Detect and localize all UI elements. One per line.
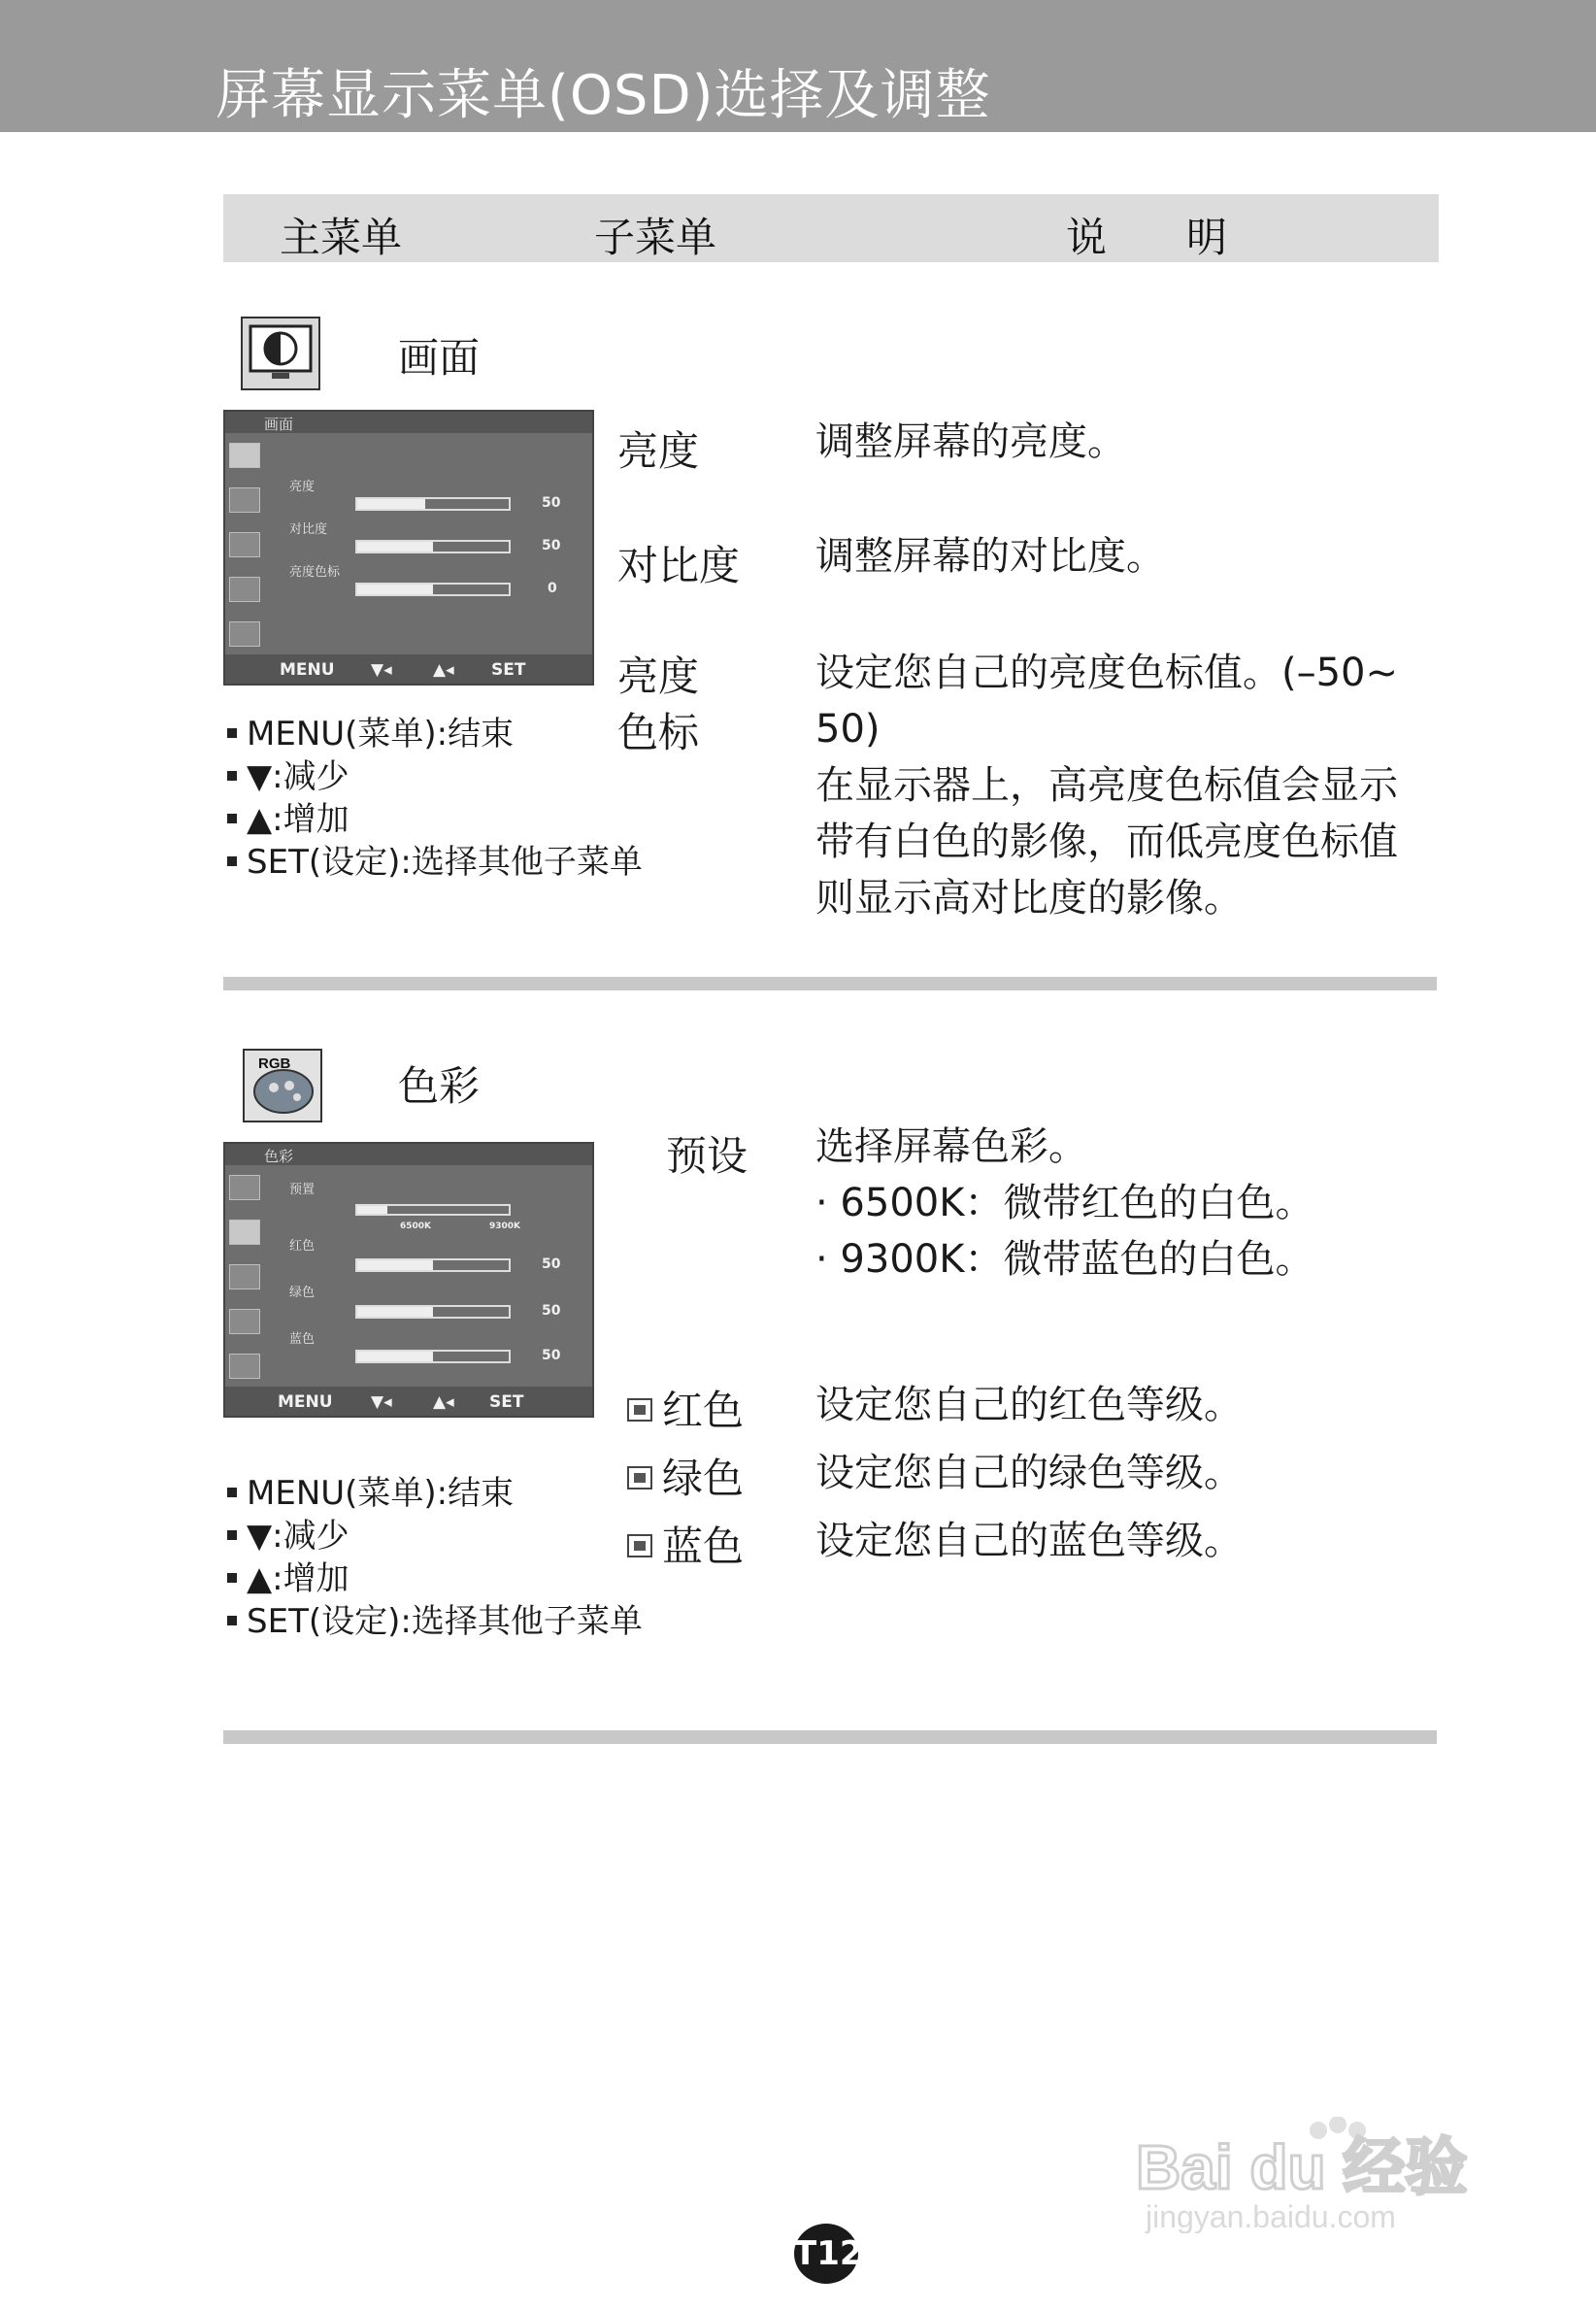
osd-set-key: SET [489, 1392, 524, 1412]
osd-tab-color-icon [229, 487, 260, 513]
item-brightness-desc: 调整屏幕的亮度。 [815, 419, 1126, 464]
picture-legend [227, 713, 643, 884]
item-blue-desc: 设定您自己的蓝色等级。 [815, 1519, 1243, 1563]
osd-row-label: 亮度色标 [289, 565, 341, 580]
column-desc-2: 明 [1186, 214, 1228, 261]
osd-tab-gear-icon [229, 621, 260, 647]
item-brightness-name: 亮度 [617, 427, 700, 475]
osd-down-key-icon: ▼◂ [371, 1392, 392, 1412]
osd-row-value: 50 [542, 538, 561, 553]
baidu-watermark-logo [1136, 2117, 1514, 2233]
column-main-menu: 主菜单 [280, 214, 403, 261]
osd-menu-key: MENU [280, 660, 335, 680]
item-red-name: 红色 [627, 1379, 744, 1437]
picture-section-icon [241, 317, 320, 390]
osd-row-value: 50 [542, 1303, 561, 1319]
item-contrast-desc: 调整屏幕的对比度。 [815, 534, 1165, 579]
color-section-title: 色彩 [398, 1062, 481, 1110]
osd-row-label: 红色 [289, 1239, 316, 1254]
osd-slider-contrast [355, 540, 511, 553]
osd-down-key-icon: ▼◂ [371, 660, 392, 680]
osd-title: 画面 [264, 416, 294, 433]
legend-item: MENU(菜单):结束 [227, 713, 643, 755]
red-square-icon [627, 1398, 652, 1422]
osd-row-value: 50 [542, 1348, 561, 1363]
item-black-level-desc: 设定您自己的亮度色标值。(–50~ 50) 在显示器上，高亮度色标值会显示 带有白色的影像，而低亮度色标值 则显示高对比度的影像。 [815, 651, 1399, 921]
rgb-label: RGB [258, 1055, 291, 1072]
blue-square-icon [627, 1534, 652, 1557]
osd-row-label: 蓝色 [289, 1332, 316, 1347]
osd-row-value: 0 [548, 581, 557, 596]
osd-tab-picture-icon [229, 1175, 260, 1200]
osd-row-label: 绿色 [289, 1286, 316, 1300]
item-red-desc: 设定您自己的红色等级。 [815, 1383, 1243, 1427]
legend-item: SET(设定):选择其他子菜单 [227, 841, 643, 884]
item-green-name: 绿色 [627, 1447, 744, 1505]
green-square-icon [627, 1466, 652, 1490]
picture-osd-screen [223, 410, 594, 686]
osd-row-label: 亮度 [289, 480, 316, 494]
osd-slider-blue [355, 1350, 511, 1363]
color-osd-screen [223, 1142, 594, 1418]
osd-preset-tick: 6500K [400, 1222, 432, 1231]
osd-preset-tick: 9300K [489, 1222, 521, 1231]
osd-tab-color-icon [229, 1220, 260, 1245]
item-preset-name: 预设 [666, 1132, 748, 1180]
osd-tab-tracking-icon [229, 532, 260, 557]
column-sub-menu: 子菜单 [594, 214, 717, 261]
legend-item: MENU(菜单):结束 [227, 1472, 643, 1515]
osd-menu-key: MENU [278, 1392, 333, 1412]
osd-slider-brightness [355, 497, 511, 511]
osd-set-key: SET [491, 660, 526, 680]
osd-slider-green [355, 1305, 511, 1319]
watermark-url: jingyan.baidu.com [1146, 2199, 1396, 2233]
legend-item: ▲:增加 [227, 798, 643, 841]
color-legend [227, 1472, 643, 1643]
osd-row-value: 50 [542, 1256, 561, 1272]
osd-slider-preset [355, 1204, 511, 1216]
osd-up-key-icon: ▲◂ [433, 660, 454, 680]
osd-tab-setup-icon [229, 577, 260, 602]
item-green-desc: 设定您自己的绿色等级。 [815, 1451, 1243, 1495]
osd-tab-picture-icon [229, 443, 260, 468]
osd-tab-tracking-icon [229, 1264, 260, 1289]
osd-title: 色彩 [264, 1148, 294, 1165]
page-number: T12 [794, 2224, 858, 2284]
osd-tab-gear-icon [229, 1354, 260, 1379]
item-contrast-name: 对比度 [617, 542, 741, 589]
osd-preset-label: 预置 [289, 1183, 316, 1197]
osd-row-value: 50 [542, 495, 561, 511]
section-divider [223, 1730, 1437, 1744]
osd-slider-red [355, 1258, 511, 1272]
picture-section-title: 画面 [398, 334, 481, 382]
color-section-icon [243, 1049, 322, 1122]
column-header-bar [223, 194, 1439, 262]
section-divider [223, 977, 1437, 990]
item-preset-desc: 选择屏幕色彩。 · 6500K：微带红色的白色。 · 9300K：微带蓝色的白色。 [815, 1124, 1314, 1282]
legend-item: ▲:增加 [227, 1557, 643, 1600]
item-blue-name: 蓝色 [627, 1515, 744, 1573]
watermark-brand: Bai du 经验 [1136, 2132, 1468, 2202]
osd-slider-black-level [355, 583, 511, 596]
column-desc-1: 说 [1066, 214, 1108, 261]
osd-tab-setup-icon [229, 1309, 260, 1334]
osd-up-key-icon: ▲◂ [433, 1392, 454, 1412]
osd-row-label: 对比度 [289, 522, 328, 537]
legend-item: ▼:减少 [227, 1515, 643, 1557]
page-title: 屏幕显示菜单(OSD)选择及调整 [216, 64, 991, 127]
legend-item: SET(设定):选择其他子菜单 [227, 1600, 643, 1643]
item-black-level-name: 亮度 色标 [617, 653, 700, 756]
legend-item: ▼:减少 [227, 755, 643, 798]
